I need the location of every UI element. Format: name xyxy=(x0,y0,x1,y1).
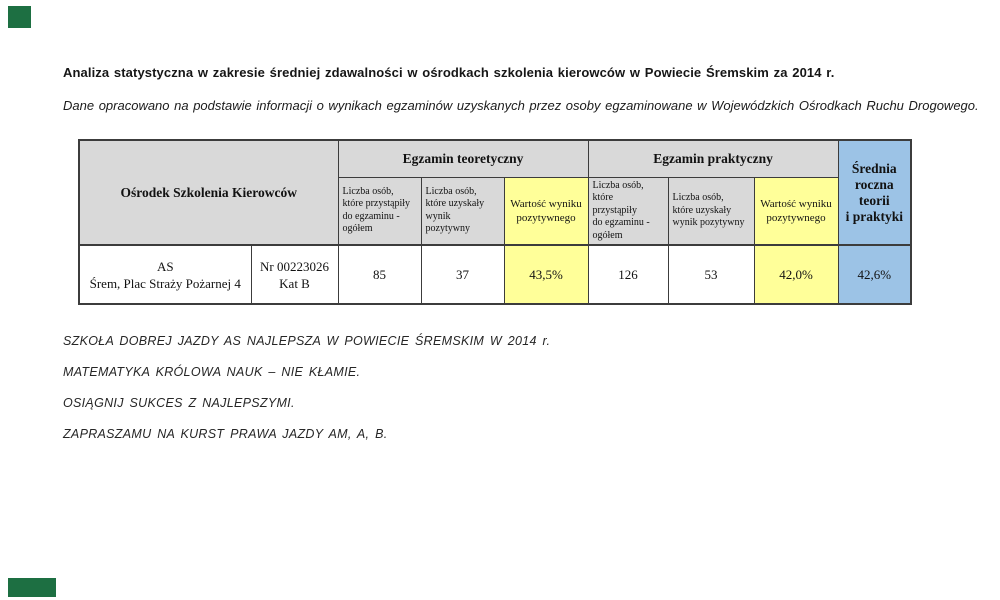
cell-license-number-category: Nr 00223026 Kat B xyxy=(251,245,338,304)
group-header-practical-exam: Egzamin praktyczny xyxy=(588,140,838,177)
exam-results-table xyxy=(78,139,912,305)
subheader-theory-passed: Liczba osób, które uzyskały wynik pozytywny xyxy=(421,177,504,245)
subheader-practice-pass-rate: Wartość wyniku pozytywnego xyxy=(754,177,838,245)
cell-practice-attended: 126 xyxy=(588,245,668,304)
document-title: Analiza statystyczna w zakresie średniej zdawalności w ośrodkach szkolenia kierowców w Powiecie Śremskim za 2014 r. xyxy=(63,65,835,80)
green-corner-marker-bottom-left xyxy=(8,578,56,597)
cell-practice-passed: 53 xyxy=(668,245,754,304)
slogan-line: SZKOŁA DOBREJ JAZDY AS NAJLEPSZA W POWIECIE ŚREMSKIM W 2014 r. xyxy=(63,334,551,348)
cell-theory-passed: 37 xyxy=(421,245,504,304)
document-subtitle: Dane opracowano na podstawie informacji o wynikach egzaminów uzyskanych przez osoby egzaminowane w Wojewódzkich Ośrodkach Ruchu Drogowego. xyxy=(63,98,979,113)
subheader-practice-passed: Liczba osób, które uzyskały wynik pozytywny xyxy=(668,177,754,245)
slogan-line: ZAPRASZAMU NA KURST PRAWA JAZDY AM, A, B. xyxy=(63,427,388,441)
table-group-header-row xyxy=(79,140,911,177)
column-header-annual-average: Średnia roczna teorii i praktyki xyxy=(838,140,911,245)
subheader-theory-attended: Liczba osób, które przystąpiły do egzaminu - ogółem xyxy=(338,177,421,245)
cell-school-name-address: AS Śrem, Plac Straży Pożarnej 4 xyxy=(79,245,251,304)
slogan-line: OSIĄGNIJ SUKCES Z NAJLEPSZYMI. xyxy=(63,396,295,410)
slogan-line: MATEMATYKA KRÓLOWA NAUK – NIE KŁAMIE. xyxy=(63,365,361,379)
green-corner-marker-top-left xyxy=(8,6,31,28)
cell-theory-pass-rate: 43,5% xyxy=(504,245,588,304)
subheader-theory-pass-rate: Wartość wyniku pozytywnego xyxy=(504,177,588,245)
footer-slogans xyxy=(63,334,550,458)
column-header-training-center: Ośrodek Szkolenia Kierowców xyxy=(79,140,338,245)
cell-theory-attended: 85 xyxy=(338,245,421,304)
subheader-practice-attended: Liczba osób, które przystąpiły do egzaminu - ogółem xyxy=(588,177,668,245)
cell-annual-average: 42,6% xyxy=(838,245,911,304)
table-data-row xyxy=(79,245,911,304)
cell-practice-pass-rate: 42,0% xyxy=(754,245,838,304)
group-header-theory-exam: Egzamin teoretyczny xyxy=(338,140,588,177)
